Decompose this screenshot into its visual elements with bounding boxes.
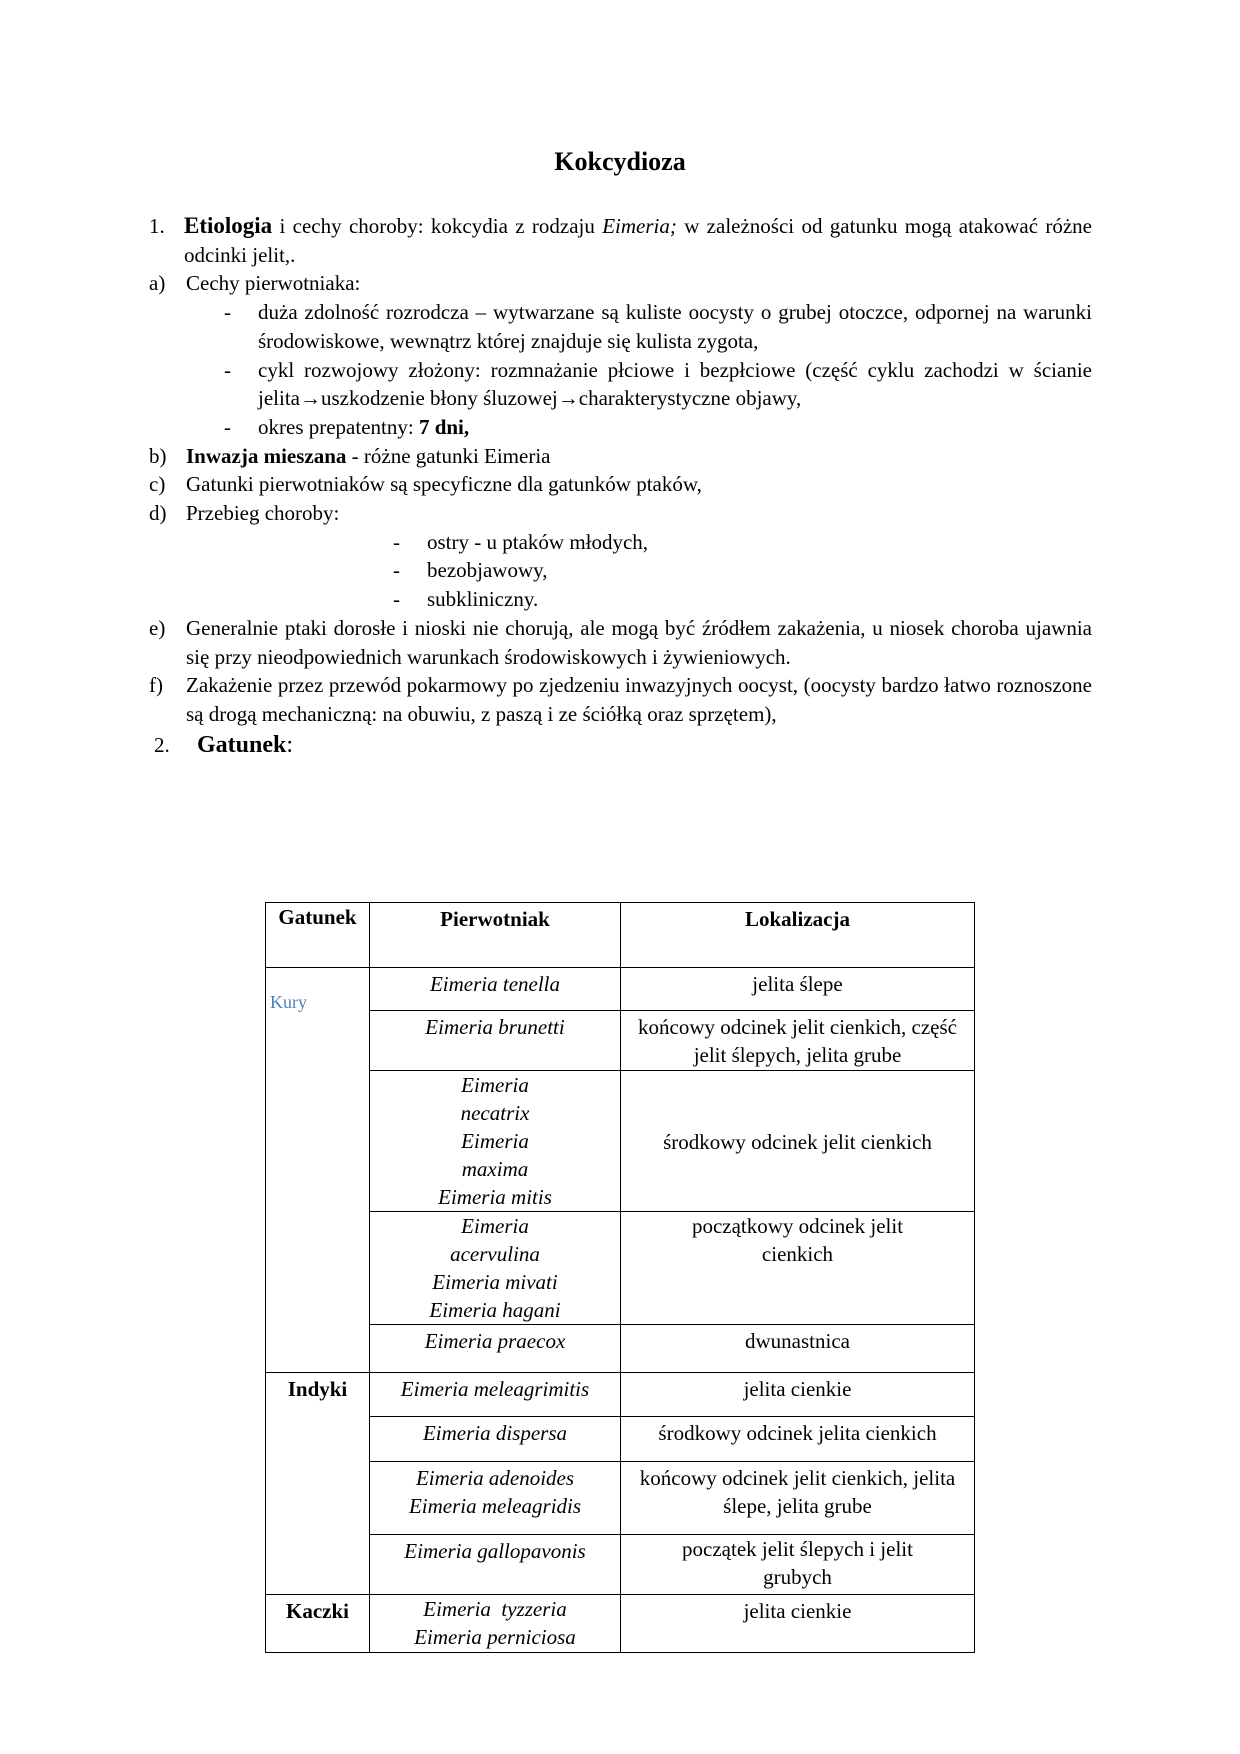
item-text: - różne gatunki Eimeria xyxy=(346,443,551,468)
cell-lokalizacja: początkowy odcinek jelit cienkich xyxy=(621,1212,975,1325)
bullet-text: duża zdolność rozrodcza – wytwarzane są kuliste oocysty o grubej otoczce, odpornej na warunki środowiskowe, wewnątrz której znajduje się kulista zygota, xyxy=(258,300,1092,353)
dash: - xyxy=(224,414,231,439)
table-row xyxy=(266,1325,975,1373)
cell-lokalizacja: jelita cienkie xyxy=(621,1373,975,1417)
table-row xyxy=(266,1462,975,1535)
cell-pierwotniak: Eimeria tenella xyxy=(370,968,621,1011)
cell-pierwotniak: Eimeria dispersa xyxy=(370,1417,621,1462)
bullet xyxy=(393,556,1092,585)
cell-lokalizacja: końcowy odcinek jelit cienkich, część jelit ślepych, jelita grube xyxy=(621,1011,975,1071)
cell-lokalizacja: jelita ślepe xyxy=(621,968,975,1011)
bullet xyxy=(224,298,1092,355)
lead-bold: Etiologia xyxy=(184,213,273,238)
table-header xyxy=(266,903,975,968)
bullet-text: cykl rozwojowy złożony: rozmnażanie płciowe i bezpłciowe (część cyklu zachodzi w ścianie jelita→uszkodzenie błony śluzowej→charakterystyczne objawy, xyxy=(258,357,1092,411)
bullet xyxy=(393,585,1092,614)
page-title: Kokcydioza xyxy=(554,147,686,176)
section-gatunek xyxy=(154,731,1092,760)
header-gatunek: Gatunek xyxy=(266,903,370,968)
bullet-text: bezobjawowy, xyxy=(427,558,548,583)
cell-lokalizacja: końcowy odcinek jelit cienkich, jelita ślepe, jelita grube xyxy=(621,1462,975,1535)
item-e xyxy=(149,614,1092,671)
cell-lokalizacja: początek jelit ślepych i jelit grubych xyxy=(621,1535,975,1595)
group-kaczki: Kaczki xyxy=(266,1595,370,1653)
item-letter: f) xyxy=(149,673,163,698)
dash: - xyxy=(393,558,400,583)
header-lokalizacja: Lokalizacja xyxy=(621,903,975,968)
bullet xyxy=(224,413,1092,442)
item-bold: Inwazja mieszana xyxy=(186,443,347,468)
group-indyki: Indyki xyxy=(266,1373,370,1595)
cell-pierwotniak: Eimeria tyzzeria Eimeria perniciosa xyxy=(370,1595,621,1653)
table-row xyxy=(266,1071,975,1212)
cell-pierwotniak: Eimeria adenoides Eimeria meleagridis xyxy=(370,1462,621,1535)
bullet-text: subkliniczny. xyxy=(427,587,539,612)
bullet-bold: 7 dni, xyxy=(418,414,470,439)
lead-italic: Eimeria; xyxy=(602,214,677,238)
item-letter: a) xyxy=(149,271,166,296)
dash: - xyxy=(224,357,231,382)
table-row xyxy=(266,1011,975,1071)
cell-lokalizacja: jelita cienkie xyxy=(621,1595,975,1653)
table-row xyxy=(266,1595,975,1653)
cell-pierwotniak: Eimeria brunetti xyxy=(370,1011,621,1071)
cell-lokalizacja: środkowy odcinek jelita cienkich xyxy=(621,1417,975,1462)
item-a xyxy=(149,269,1092,298)
bullet-text: ostry - u ptaków młodych, xyxy=(427,529,649,554)
table-row xyxy=(266,1212,975,1325)
bullet xyxy=(224,356,1092,413)
item-c xyxy=(149,470,1092,499)
item-b xyxy=(149,442,1092,471)
section-number: 2. xyxy=(154,732,170,757)
item-f xyxy=(149,671,1092,728)
document-body xyxy=(149,212,1092,759)
item-letter: c) xyxy=(149,472,166,497)
cell-pierwotniak: Eimeria gallopavonis xyxy=(370,1535,621,1595)
dash: - xyxy=(393,587,400,612)
cell-pierwotniak: Eimeria necatrix Eimeria maxima Eimeria mitis xyxy=(370,1071,621,1212)
lead-tail: w zależności od gatunku mogą atakować różne odcinki jelit,. xyxy=(184,214,1093,267)
table-row xyxy=(266,1535,975,1595)
item-letter: e) xyxy=(149,615,166,640)
table-row xyxy=(266,968,975,1011)
item-text: Zakażenie przez przewód pokarmowy po zjedzeniu inwazyjnych oocyst, (oocysty bardzo łatwo roznoszone są drogą mechaniczną: na obuwiu, z paszą i ze ściółką oraz sprzętem), xyxy=(186,673,1092,726)
cell-lokalizacja: środkowy odcinek jelit cienkich xyxy=(621,1071,975,1212)
cell-pierwotniak: Eimeria praecox xyxy=(370,1325,621,1373)
table-row xyxy=(266,1373,975,1417)
table-row xyxy=(266,1417,975,1462)
cell-pierwotniak: Eimeria acervulina Eimeria mivati Eimeria hagani xyxy=(370,1212,621,1325)
cell-pierwotniak: Eimeria meleagrimitis xyxy=(370,1373,621,1417)
species-table xyxy=(265,902,975,1653)
bullet xyxy=(393,528,1092,557)
section-etiologia xyxy=(149,212,1092,269)
item-letter: d) xyxy=(149,501,167,526)
lead-text: i cechy choroby: kokcydia z rodzaju xyxy=(272,214,603,238)
item-text: Przebieg choroby: xyxy=(186,501,340,526)
item-letter: b) xyxy=(149,443,167,468)
bullet-text: okres prepatentny: xyxy=(258,414,419,439)
group-cell xyxy=(266,968,370,1373)
section-number: 1. xyxy=(149,214,165,238)
colon: : xyxy=(286,731,294,758)
item-text: Cechy pierwotniaka: xyxy=(186,271,361,296)
dash: - xyxy=(224,300,231,325)
cell-lokalizacja: dwunastnica xyxy=(621,1325,975,1373)
item-text: Gatunki pierwotniaków są specyficzne dla gatunków ptaków, xyxy=(186,472,702,497)
item-d xyxy=(149,499,1092,528)
dash: - xyxy=(393,529,400,554)
item-text: Generalnie ptaki dorosłe i nioski nie chorują, ale mogą być źródłem zakażenia, u niosek choroba ujawnia się przy nieodpowiednich warunkach środowiskowych i żywieniowych. xyxy=(186,615,1092,669)
section-title: Gatunek xyxy=(197,731,287,758)
header-pierwotniak: Pierwotniak xyxy=(370,903,621,968)
group-kury: Kury xyxy=(270,992,307,1012)
